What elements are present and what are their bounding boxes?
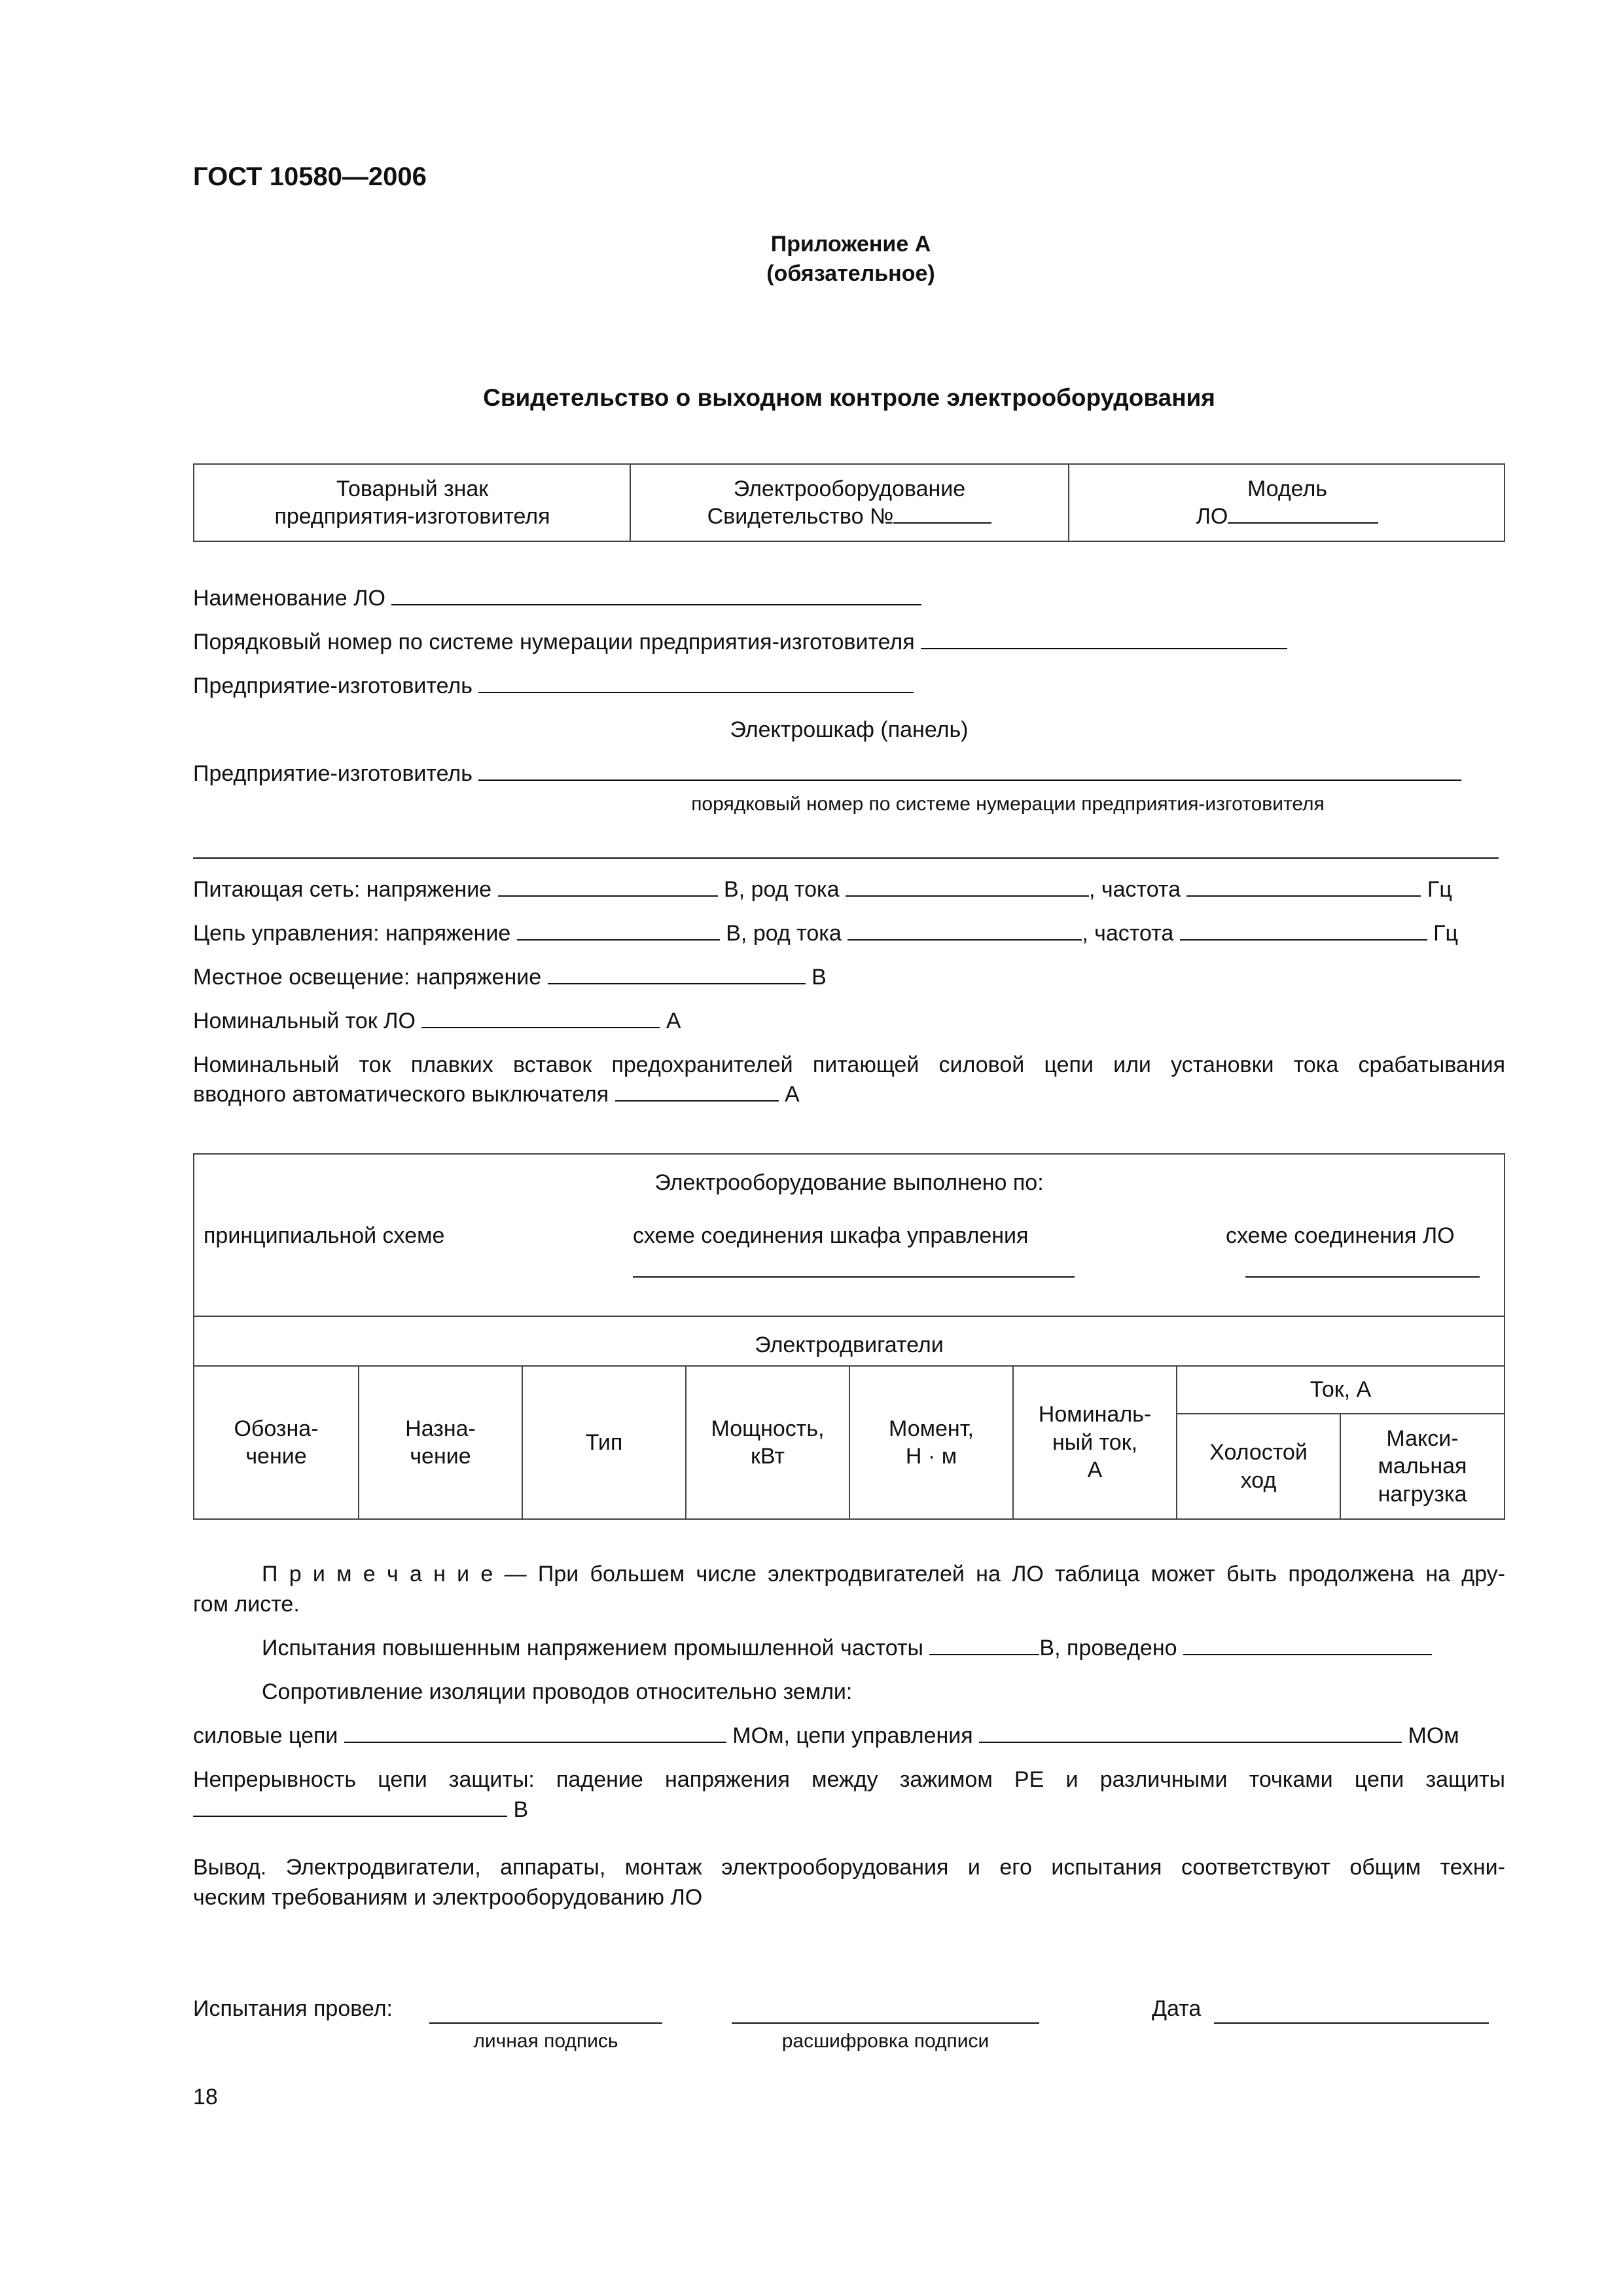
control-row: Цепь управления: напряжение В, род тока , частота Гц	[193, 921, 1459, 946]
fuse-current-field[interactable]	[615, 1081, 779, 1102]
tested-by-label: Испытания провел:	[193, 1996, 393, 2021]
date-field[interactable]	[1214, 2022, 1489, 2024]
certificate-number-field[interactable]	[893, 503, 991, 524]
signature-decode-caption: расшифровка подписи	[781, 2030, 990, 2052]
insulation-heading: Сопротивление изоляции проводов относительно земли:	[262, 1679, 853, 1704]
test-voltage-row: Испытания повышенным напряжением промышленной частоты В, проведено	[262, 1634, 1505, 1662]
note-line-1: П р и м е ч а н и е — При большем числе электродвигателей на ЛО таблица может быть продолжена на дру-	[262, 1562, 1505, 1587]
conclusion-line-1: Вывод. Электродвигатели, аппараты, монтаж электрооборудования и его испытания соответствуют общим техни-	[193, 1855, 1505, 1880]
control-current-type-field[interactable]	[847, 920, 1082, 941]
model-cell: Модель ЛО	[1069, 465, 1505, 541]
test-performed-field[interactable]	[1183, 1634, 1432, 1655]
supply-current-type-field[interactable]	[846, 876, 1089, 897]
date-label: Дата	[1152, 1996, 1202, 2021]
scheme-cabinet: схеме соединения шкафа управления	[633, 1223, 1029, 1248]
fuse-line-1: Номинальный ток плавких вставок предохранителей питающей силовой цепи или установки тока срабатывания	[193, 1052, 1505, 1077]
serial-field[interactable]	[921, 628, 1287, 649]
control-frequency-field[interactable]	[1180, 920, 1427, 941]
scheme-principal: принципиальной схеме	[204, 1223, 445, 1248]
doc-id: ГОСТ 10580—2006	[193, 162, 427, 191]
signature-decode-field[interactable]	[732, 2022, 1039, 2024]
signature-caption: личная подпись	[473, 2030, 618, 2052]
serial-row: Порядковый номер по системе нумерации предприятия-изготовителя	[193, 628, 1505, 656]
cabinet-heading: Электрошкаф (панель)	[730, 717, 969, 742]
col-torque: Момент, Н · м	[889, 1416, 974, 1469]
power-resistance-field[interactable]	[344, 1722, 726, 1743]
appendix-subtitle: (обязательное)	[766, 261, 935, 286]
control-resistance-field[interactable]	[979, 1722, 1402, 1743]
supply-frequency-field[interactable]	[1186, 876, 1421, 897]
col-nominal-current: Номиналь- ный ток, А	[1038, 1402, 1152, 1483]
page-number: 18	[193, 2085, 218, 2109]
signature-field[interactable]	[429, 2022, 662, 2024]
col-max-load: Макси- мальная нагрузка	[1378, 1426, 1467, 1507]
scheme-cabinet-field[interactable]	[633, 1276, 1075, 1278]
col-current-group: Ток, А	[1310, 1377, 1372, 1403]
manufacturer-row: Предприятие-изготовитель	[193, 672, 1505, 700]
certificate-cell: Электрооборудование Свидетельство №	[631, 465, 1068, 541]
trademark-cell: Товарный знак предприятия-изготовителя	[274, 476, 550, 529]
name-row: Наименование ЛО	[193, 584, 1505, 613]
col-purpose: Назна- чение	[405, 1416, 476, 1469]
manufacturer-field[interactable]	[478, 672, 914, 693]
lighting-row: Местное освещение: напряжение В	[193, 965, 827, 990]
fuse-line-2: вводного автоматического выключателя А	[193, 1082, 800, 1107]
conclusion-line-2: ческим требованиям и электрооборудованию ЛО	[193, 1885, 703, 1910]
model-field[interactable]	[1228, 503, 1378, 524]
nominal-current-field[interactable]	[421, 1007, 660, 1028]
name-field[interactable]	[391, 584, 921, 605]
continuity-line-2: В	[193, 1796, 1505, 1824]
nominal-current-row: Номинальный ток ЛО А	[193, 1009, 681, 1033]
test-voltage-field[interactable]	[929, 1634, 1039, 1655]
motors-title: Электродвигатели	[755, 1333, 944, 1357]
serial-caption: порядковый номер по системе нумерации предприятия-изготовителя	[691, 793, 1325, 815]
continuity-line-1: Непрерывность цепи защиты: падение напряжения между зажимом PE и различными точками цепи защиты	[193, 1767, 1505, 1792]
appendix-title: Приложение А	[770, 232, 931, 257]
supply-row: Питающая сеть: напряжение В, род тока , частота Гц	[193, 877, 1452, 902]
equipment-table	[193, 1153, 1505, 1520]
lighting-voltage-field[interactable]	[548, 963, 806, 984]
col-type: Тип	[585, 1429, 623, 1455]
col-designation: Обозна- чение	[234, 1416, 319, 1469]
supply-voltage-field[interactable]	[498, 876, 718, 897]
form-title: Свидетельство о выходном контроле электрооборудования	[483, 384, 1215, 411]
control-voltage-field[interactable]	[517, 920, 720, 941]
col-power: Мощность, кВт	[711, 1416, 825, 1469]
top-table	[193, 463, 1505, 542]
scheme-heading: Электрооборудование выполнено по:	[654, 1170, 1044, 1195]
continuity-voltage-field[interactable]	[193, 1796, 507, 1817]
scheme-lo: схеме соединения ЛО	[1226, 1223, 1455, 1248]
resistance-row: силовые цепи МОм, цепи управления МОм	[193, 1723, 1459, 1748]
manufacturer2-field[interactable]	[478, 760, 1461, 781]
note-line-2: гом листе.	[193, 1592, 300, 1617]
manufacturer2-row: Предприятие-изготовитель	[193, 760, 1505, 788]
scheme-lo-field[interactable]	[1245, 1276, 1480, 1278]
col-idle: Холостой ход	[1209, 1440, 1308, 1493]
blank-line[interactable]	[193, 857, 1499, 859]
